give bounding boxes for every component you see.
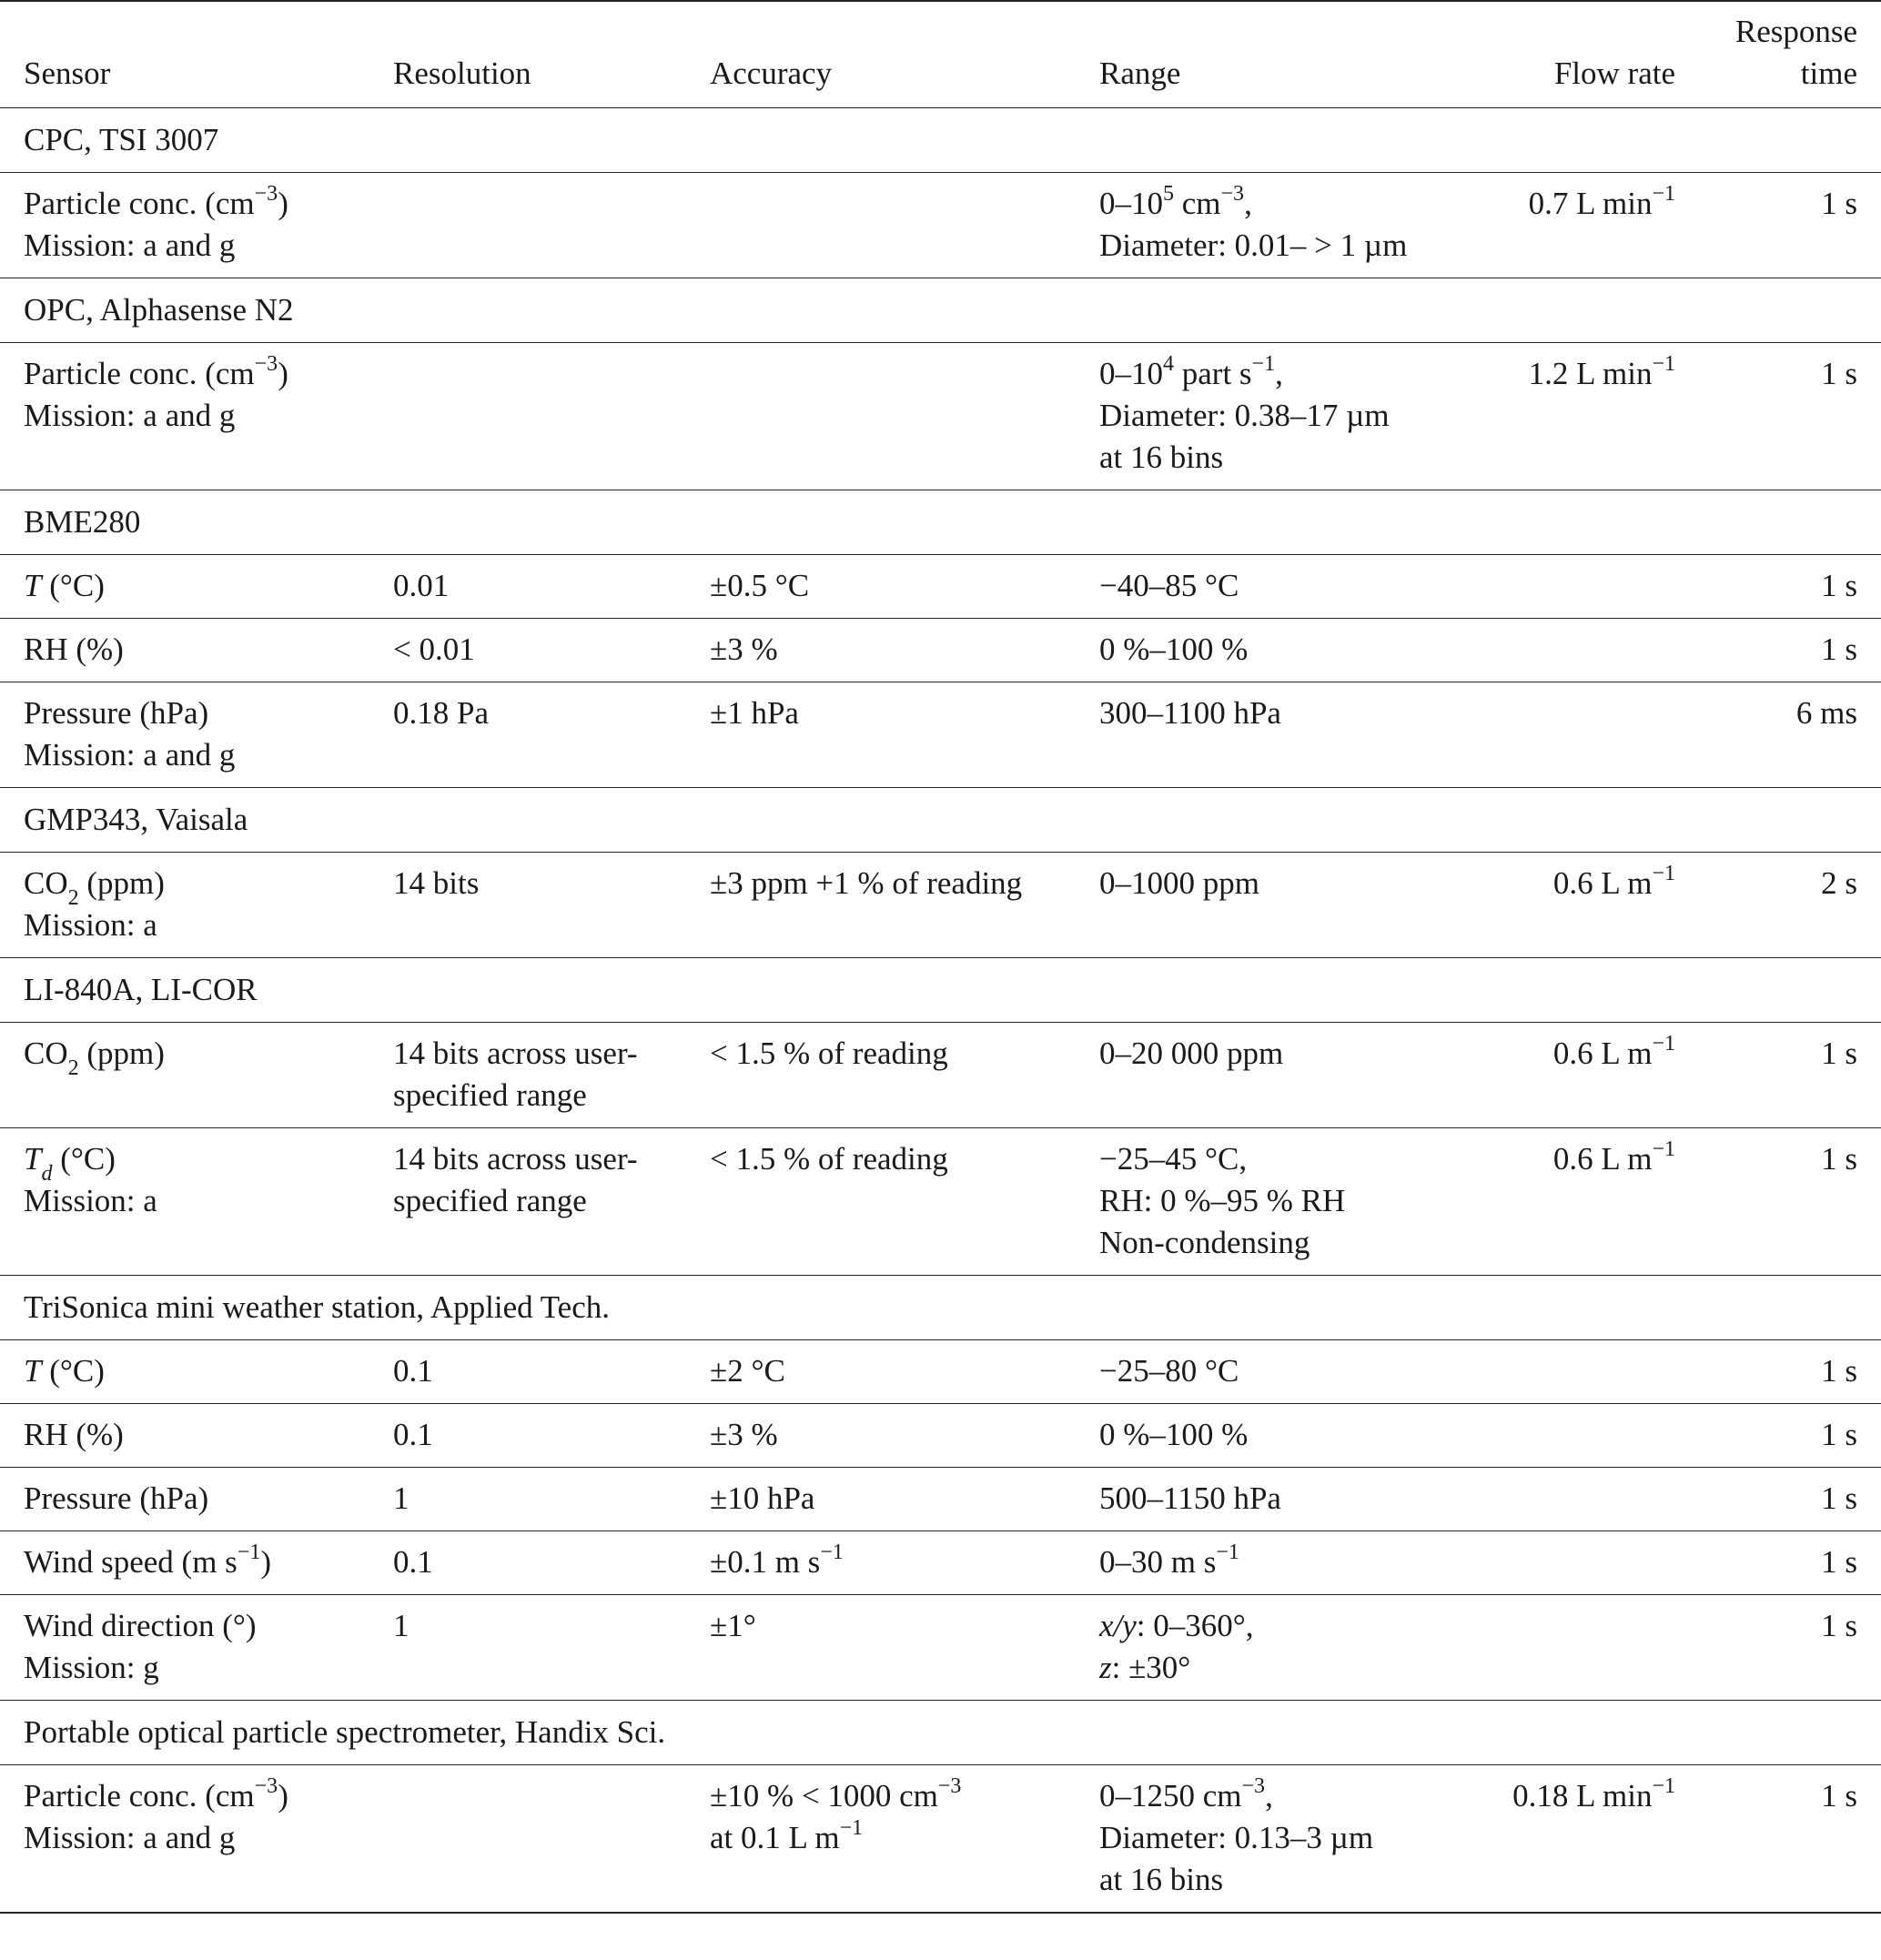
cell-response-time: 1 s (1821, 568, 1857, 603)
cell-response-time: 1 s (1821, 1480, 1857, 1516)
table-row (0, 619, 1881, 682)
cell-accuracy: ±1 hPa (710, 695, 799, 731)
cell-accuracy: ±3 % (710, 631, 778, 667)
cell-flow-rate (1484, 1340, 1675, 1404)
cell-range: 0 %–100 % (1099, 631, 1249, 667)
table-row (0, 682, 1881, 788)
cell-accuracy (710, 173, 1099, 278)
cell-flow-rate: 0.18 L $\min^{-1}$ (1512, 1774, 1675, 1814)
group-title: BME280 (24, 504, 141, 540)
table-row (0, 1404, 1881, 1468)
cell-response-time: 1 s (1821, 1353, 1857, 1389)
header-accuracy: Accuracy (710, 56, 833, 91)
cell-range: 0–1000 ppm (1099, 865, 1259, 901)
cell-range: 300–1100 hPa (1099, 695, 1281, 731)
table-row (0, 555, 1881, 619)
cell-range: 0–30 m $s^{-1}$ (1099, 1541, 1239, 1580)
cell-range: 500–1150 hPa (1099, 1480, 1281, 1516)
cell-response-time: 2 s (1821, 865, 1857, 901)
cell-response-time: 1 s (1821, 1544, 1857, 1580)
cell-flow-rate (1484, 1468, 1675, 1531)
cell-accuracy: ±0.1 m $s^{-1}$ (710, 1541, 844, 1580)
group-row-cpc (0, 108, 1881, 173)
cell-resolution: 14 bits across user- specified range (393, 1141, 638, 1218)
cell-range: 0–1250 $cm^{-3}$, Diameter: 0.13–3 µm at 16 bins (1099, 1774, 1374, 1897)
table-row (0, 1468, 1881, 1531)
cell-response-time: 6 ms (1795, 695, 1857, 731)
cell-flow-rate (1484, 1531, 1675, 1595)
cell-resolution (393, 343, 710, 490)
cell-accuracy: < 1.5 % of reading (710, 1141, 948, 1177)
cell-sensor: Wind speed (m $s^{-1}$) (24, 1541, 272, 1580)
cell-sensor: T (°C) (24, 568, 105, 603)
cell-resolution: < 0.01 (393, 631, 475, 667)
cell-range: 0 %–100 % (1099, 1417, 1249, 1452)
group-title: LI-840A, LI-COR (24, 972, 258, 1007)
table-row (0, 853, 1881, 958)
group-title: TriSonica mini weather station, Applied Tech. (24, 1289, 610, 1325)
cell-response-time: 1 s (1821, 631, 1857, 667)
cell-response-time: 1 s (1821, 1141, 1857, 1177)
cell-range: x/y: 0–360°, z: ±30° (1099, 1608, 1254, 1685)
cell-accuracy: ±1° (710, 1608, 756, 1643)
cell-resolution: 0.18 Pa (393, 695, 489, 731)
cell-resolution: 0.1 (393, 1417, 433, 1452)
cell-range: $0-10^5$ $cm^{-3}$, Diameter: 0.01– > 1 µm (1099, 182, 1408, 263)
cell-sensor: T (°C) (24, 1353, 105, 1389)
table-row (0, 1765, 1881, 1914)
cell-flow-rate (1484, 555, 1675, 619)
cell-sensor: $T_d$ (°C) Mission: a (24, 1141, 157, 1218)
header-response-time: Response time (1734, 14, 1857, 91)
cell-resolution: 0.1 (393, 1544, 433, 1580)
group-title: GMP343, Vaisala (24, 802, 248, 837)
cell-response-time: 1 s (1821, 1608, 1857, 1643)
group-row-bme280 (0, 490, 1881, 555)
group-row-gmp343 (0, 788, 1881, 853)
table-row (0, 1023, 1881, 1128)
group-row-li840a (0, 958, 1881, 1023)
group-row-opc (0, 278, 1881, 343)
cell-sensor: RH (%) (24, 631, 124, 667)
header-flow-rate: Flow rate (1553, 56, 1675, 91)
header-sensor: Sensor (24, 56, 111, 91)
group-title: OPC, Alphasense N2 (24, 292, 294, 328)
cell-flow-rate: 0.6 L $m^{-1}$ (1552, 862, 1675, 901)
cell-resolution (393, 173, 710, 278)
cell-accuracy: ±2 °C (710, 1353, 785, 1389)
cell-resolution: 14 bits across user- specified range (393, 1036, 638, 1113)
cell-response-time: 1 s (1821, 1778, 1857, 1814)
cell-accuracy (710, 343, 1099, 490)
cell-sensor: Particle conc. $(cm^{-3})$ Mission: a and g (24, 182, 288, 263)
cell-resolution (393, 1765, 710, 1914)
cell-resolution: 0.1 (393, 1353, 433, 1389)
cell-range: −25–80 °C (1099, 1353, 1239, 1389)
table-row (0, 1531, 1881, 1595)
cell-sensor: Pressure (hPa) Mission: a and g (24, 695, 236, 773)
cell-response-time: 1 s (1821, 356, 1857, 391)
cell-range: −40–85 °C (1099, 568, 1239, 603)
cell-accuracy: ±3 ppm +1 % of reading (710, 865, 1023, 901)
cell-sensor: RH (%) (24, 1417, 124, 1452)
cell-flow-rate (1484, 682, 1675, 788)
cell-accuracy: ±0.5 °C (710, 568, 810, 603)
cell-flow-rate (1484, 1595, 1675, 1701)
cell-flow-rate (1484, 1404, 1675, 1468)
cell-resolution: 14 bits (393, 865, 480, 901)
header-range: Range (1099, 56, 1181, 91)
cell-flow-rate (1484, 619, 1675, 682)
group-row-pops (0, 1701, 1881, 1765)
cell-sensor: $CO_2$ (ppm) (24, 1036, 165, 1080)
group-row-trisonica (0, 1276, 1881, 1340)
table-header-row (0, 0, 1881, 108)
cell-response-time: 1 s (1821, 1417, 1857, 1452)
cell-flow-rate: 0.6 L $m^{-1}$ (1552, 1137, 1675, 1177)
cell-range: $0-10^4$ part $s^{-1}$, Diameter: 0.38–17 µm at 16 bins (1099, 352, 1390, 475)
table-row (0, 1595, 1881, 1701)
cell-range: 0–20 000 ppm (1099, 1036, 1284, 1071)
cell-accuracy: ±10 hPa (710, 1480, 815, 1516)
cell-flow-rate: 1.2 L $\min^{-1}$ (1528, 352, 1675, 391)
cell-resolution: 1 (393, 1480, 410, 1516)
cell-range: −25–45 °C, RH: 0 %–95 % RH Non-condensing (1099, 1141, 1346, 1260)
cell-sensor: Particle conc. $(cm^{-3})$ Mission: a and g (24, 1774, 288, 1855)
cell-response-time: 1 s (1821, 1036, 1857, 1071)
cell-sensor: $CO_2$ (ppm) Mission: a (24, 865, 165, 943)
cell-sensor: Pressure (hPa) (24, 1480, 209, 1516)
cell-accuracy: ±3 % (710, 1417, 778, 1452)
table-row (0, 1340, 1881, 1404)
group-title: Portable optical particle spectrometer, Handix Sci. (24, 1714, 666, 1750)
cell-resolution: 1 (393, 1608, 410, 1643)
cell-sensor: Particle conc. $(cm^{-3})$ Mission: a and g (24, 352, 288, 433)
cell-response-time: 1 s (1821, 186, 1857, 221)
cell-flow-rate: 0.7 L $\min^{-1}$ (1528, 182, 1675, 221)
table-row (0, 343, 1881, 490)
cell-sensor: Wind direction (°) Mission: g (24, 1608, 257, 1685)
cell-accuracy: ±10 % < 1000 $cm^{-3}$ at 0.1 L $m^{-1}$ (710, 1774, 962, 1855)
table-row (0, 173, 1881, 278)
group-title: CPC, TSI 3007 (24, 122, 219, 157)
cell-accuracy: < 1.5 % of reading (710, 1036, 948, 1071)
table-row (0, 1128, 1881, 1276)
header-resolution: Resolution (393, 56, 531, 91)
cell-flow-rate: 0.6 L $m^{-1}$ (1552, 1032, 1675, 1071)
cell-resolution: 0.01 (393, 568, 450, 603)
